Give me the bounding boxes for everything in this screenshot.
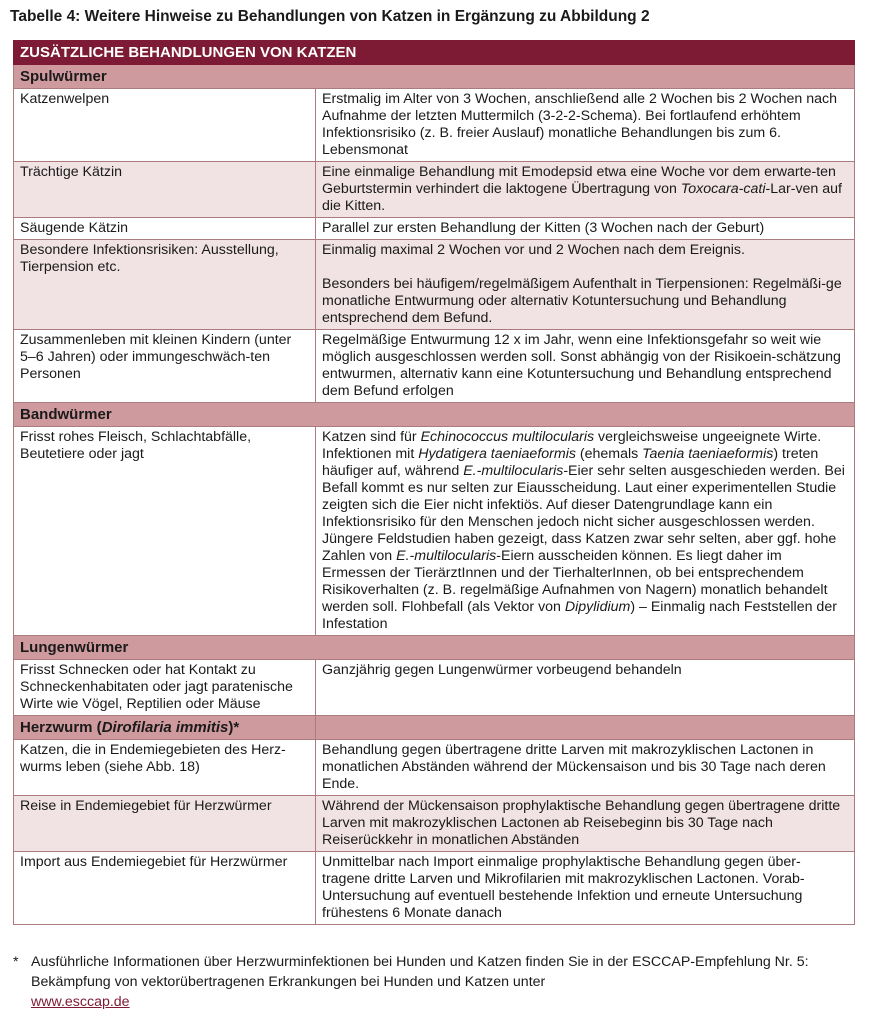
species-name: E.-multilocularis: [463, 463, 564, 479]
text-part: vergleichsweise ungeeignete Wirte. Infektionen mit: [322, 429, 822, 462]
row-label: Katzenwelpen: [14, 89, 316, 162]
text-part: (ehemals: [575, 446, 643, 462]
table-row: [14, 740, 855, 796]
row-text: Erstmalig im Alter von 3 Wochen, anschließend alle 2 Wochen bis 2 Wochen nach Aufnahme der letzten Muttermilch (3-2-2-Schema). Bei fortlaufend erhöhtem Infektionsrisiko (z. B. freier Auslauf) monatliche Behandlungen bis zum 6. Lebensmonat: [316, 89, 855, 162]
table-row: [14, 240, 855, 330]
footnote-body: Ausführliche Informationen über Herzwurminfektionen bei Hunden und Katzen finden Sie in der ESCCAP-Empfehlung Nr. 5: Bekämpfung von vektorübertragenen Erkrankungen bei Hunden und Katzen unter: [31, 954, 809, 990]
text-part: Herzwurm (: [20, 719, 102, 736]
row-text: [316, 240, 855, 330]
species-name: Hydatigera taeniaeformis: [418, 446, 576, 462]
row-label: Besondere Infektionsrisiken: Ausstellung, Tierpension etc.: [14, 240, 316, 330]
row-text: Unmittelbar nach Import einmalige prophylaktische Behandlung gegen über-tragene dritte Larven und Mikrofilarien mit makrozyklischen Lactonen. Vorab-Untersuchung auf eventuell bestehende Infektion und erneute Untersuchung frühestens 6 Monate danach: [316, 852, 855, 925]
section-header-bandwuermer: [14, 403, 855, 427]
row-label: Frisst Schnecken oder hat Kontakt zu Schneckenhabitaten oder jagt paratenische Wirte wie Vögel, Reptilien oder Mäuse: [14, 660, 316, 716]
table-row: [14, 330, 855, 403]
row-label: Frisst rohes Fleisch, Schlachtabfälle, Beutetiere oder jagt: [14, 427, 316, 636]
text-part: -Eiern ausscheiden können. Es liegt daher im Ermessen der TierärztInnen und der TierhalterInnen, ob bei entsprechendem Risikoverhalten (z. B. regelmäßige Aufnahmen von Nagern) monatlich behandelt werden soll. Flohbefall (als Vektor von: [322, 548, 828, 615]
row-text: Parallel zur ersten Behandlung der Kitten (3 Wochen nach der Geburt): [316, 218, 855, 240]
treatment-table: [13, 40, 855, 925]
species-name: Toxocara-cati: [680, 181, 766, 197]
footnote: [13, 952, 873, 1012]
table-row: [14, 427, 855, 636]
section-title: Lungenwürmer: [14, 636, 855, 660]
species-name: Dipylidium: [564, 599, 631, 615]
species-name: Dirofilaria immitis: [101, 719, 229, 736]
row-text: Während der Mückensaison prophylaktische Behandlung gegen übertragene dritte Larven mit makrozyklischen Lactonen ab Reisebeginn bis 30 Tage nach Reiserückkehr in monatlichen Abständen: [316, 796, 855, 852]
table-row: [14, 796, 855, 852]
row-label: Zusammenleben mit kleinen Kindern (unter 5–6 Jahren) oder immungeschwäch-ten Personen: [14, 330, 316, 403]
table-row: [14, 89, 855, 162]
row-label: Säugende Kätzin: [14, 218, 316, 240]
species-name: E.-multilocularis: [396, 548, 497, 564]
species-name: Taenia taeniaeformis: [642, 446, 774, 462]
row-label: Import aus Endemiegebiet für Herzwürmer: [14, 852, 316, 925]
table-row: [14, 218, 855, 240]
text-part: Eine einmalige Behandlung mit Emodepsid etwa eine Woche vor dem erwarte-ten Geburtstermin verhindert die laktogene Übertragung von: [322, 164, 836, 197]
section-header-herzwurm: [14, 716, 855, 740]
esccap-link[interactable]: www.esccap.de: [31, 994, 130, 1010]
table-caption: Tabelle 4: Weitere Hinweise zu Behandlungen von Katzen in Ergänzung zu Abbildung 2: [10, 8, 650, 25]
row-label: Katzen, die in Endemiegebieten des Herz-wurms leben (siehe Abb. 18): [14, 740, 316, 796]
row-text: [316, 427, 855, 636]
table-row: [14, 162, 855, 218]
footnote-marker: *: [13, 954, 19, 970]
text-part: ) – Einmalig nach Feststellen der Infestation: [322, 599, 837, 632]
section-title: Bandwürmer: [14, 403, 855, 427]
section-title: [14, 716, 316, 740]
footnote-text: [31, 952, 873, 1012]
species-name: Echinococcus multilocularis: [420, 429, 595, 445]
text-part: -Eier sehr selten ausgeschieden werden. Bei Befall kommt es nur selten zur Eiausscheidung. Laut einer experimentellen Studie zeigten sich die Eier nicht infektiös. Auf dieser Datengrundlage kann ein Infektionsrisiko für den Menschen jedoch nicht sicher ausgeschlossen werden. Jüngere Feldstudien haben gezeigt, dass Katzen zwar sehr selten, aber ggf. hohe Zahlen von: [322, 463, 845, 564]
table-title-row: [14, 41, 855, 65]
text-part: -Lar-ven auf die Kitten.: [322, 181, 842, 214]
row-text: Regelmäßige Entwurmung 12 x im Jahr, wenn eine Infektionsgefahr so weit wie möglich ausgeschlossen werden soll. Sonst abhängig von der Risikoein-schätzung entwurmen, alternativ kann eine Kotuntersuchung und Behandlung entsprechend dem Befund erfolgen: [316, 330, 855, 403]
row-label: Trächtige Kätzin: [14, 162, 316, 218]
section-title-empty: [316, 716, 855, 740]
row-text: [316, 162, 855, 218]
row-text: Behandlung gegen übertragene dritte Larven mit makrozyklischen Lactonen in monatlichen Abständen während der Mückensaison und bis 30 Tage nach deren Ende.: [316, 740, 855, 796]
section-title: Spulwürmer: [14, 65, 855, 89]
row-text: Ganzjährig gegen Lungenwürmer vorbeugend behandeln: [316, 660, 855, 716]
text-part: Katzen sind für: [322, 429, 421, 445]
text-paragraph: Besonders bei häufigem/regelmäßigem Aufenthalt in Tierpensionen: Regelmäßi-ge monatliche Entwurmung oder alternativ Kotuntersuchung und Behandlung entsprechend dem Befund.: [322, 276, 842, 326]
table-row: [14, 660, 855, 716]
section-header-lungenwuermer: [14, 636, 855, 660]
text-paragraph: Einmalig maximal 2 Wochen vor und 2 Wochen nach dem Ereignis.: [322, 242, 745, 258]
text-part: ) treten häufiger auf, während: [322, 446, 819, 479]
text-part: )*: [228, 719, 240, 736]
table-title: ZUSÄTZLICHE BEHANDLUNGEN VON KATZEN: [14, 41, 855, 65]
table-row: [14, 852, 855, 925]
section-header-spulwuermer: [14, 65, 855, 89]
row-label: Reise in Endemiegebiet für Herzwürmer: [14, 796, 316, 852]
